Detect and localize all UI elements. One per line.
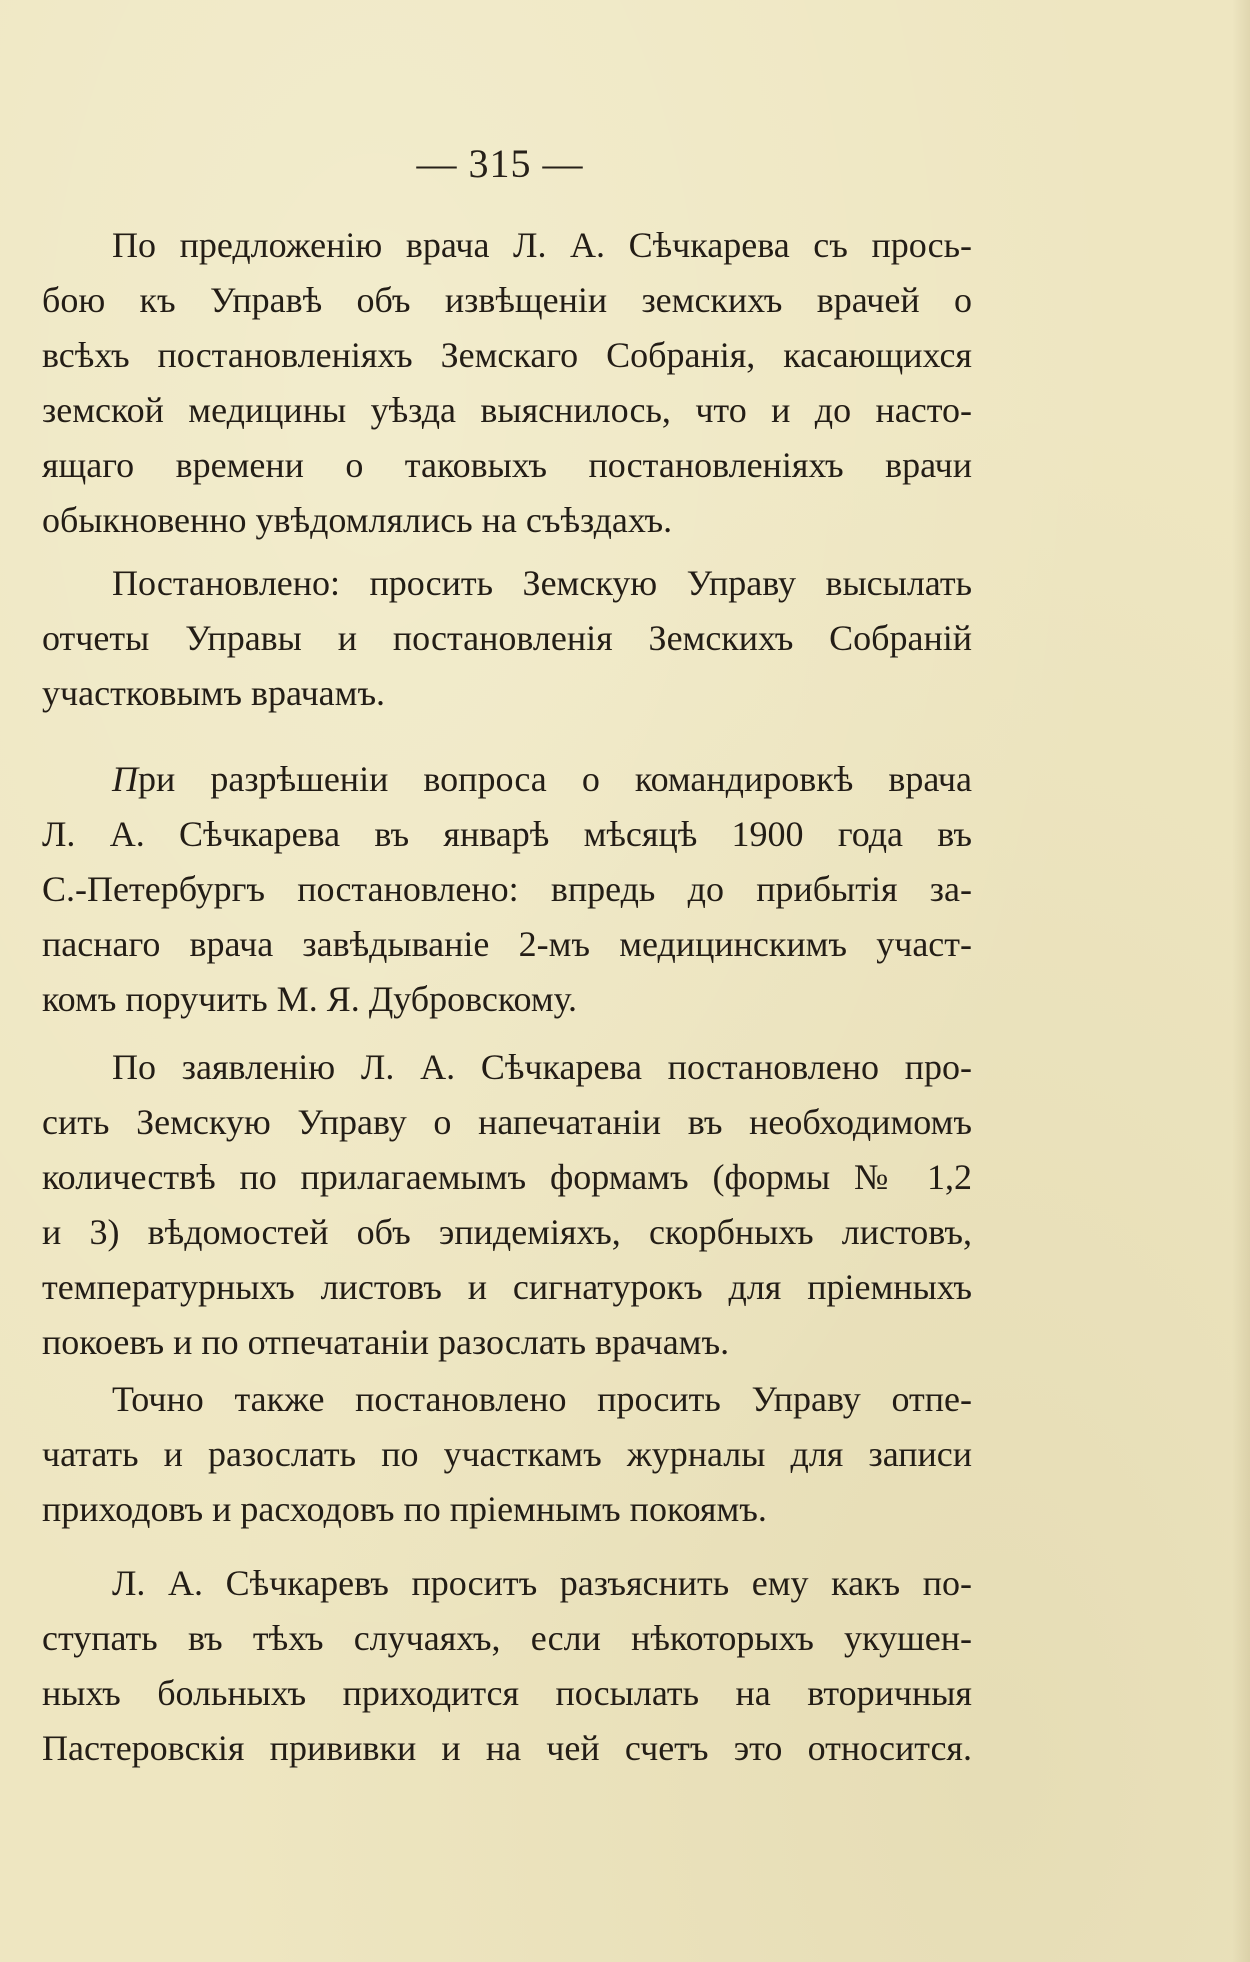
paragraph-line: Пастеровскія прививки и на чей счетъ это относится. xyxy=(42,1728,972,1768)
paragraph-line: По предложенію врача Л. А. Сѣчкарева съ прось- xyxy=(112,225,972,265)
paragraph-line: всѣхъ постановленіяхъ Земскаго Собранія, касающихся xyxy=(42,335,972,375)
paragraph-line: участковымъ врачамъ. xyxy=(42,673,386,713)
paragraph-line: покоевъ и по отпечатаніи разослать врачамъ. xyxy=(42,1322,730,1362)
paragraph-6 xyxy=(42,1556,972,1776)
paragraph-line: сить Земскую Управу о напечатаніи въ необходимомъ xyxy=(42,1102,972,1142)
paragraph-line: Постановлено: просить Земскую Управу высылать xyxy=(112,563,972,603)
paragraph-line: температурныхъ листовъ и сигнатурокъ для пріемныхъ xyxy=(42,1267,972,1307)
paragraph-line: Л. А. Сѣчкаревъ проситъ разъяснить ему какъ по- xyxy=(112,1563,972,1603)
paragraph-line: ныхъ больныхъ приходится посылать на вторичныя xyxy=(42,1673,972,1713)
paragraph-line: ящаго времени о таковыхъ постановленіяхъ врачи xyxy=(42,445,972,485)
paragraph-line: отчеты Управы и постановленія Земскихъ Собраній xyxy=(42,618,972,658)
paragraph-line: ступать въ тѣхъ случаяхъ, если нѣкоторыхъ укушен- xyxy=(42,1618,972,1658)
paragraph-line: и 3) вѣдомостей объ эпидеміяхъ, скорбныхъ листовъ, xyxy=(42,1212,972,1252)
paragraph-5 xyxy=(42,1372,972,1537)
drop-letter: П xyxy=(112,759,138,799)
paragraph-line: земской медицины уѣзда выяснилось, что и до насто- xyxy=(42,390,972,430)
paragraph-3 xyxy=(42,752,972,1027)
paragraph-line: паснаго врача завѣдываніе 2-мъ медицинскимъ участ- xyxy=(42,924,972,964)
paragraph-2 xyxy=(42,556,972,721)
paragraph-line: обыкновенно увѣдомлялись на съѣздахъ. xyxy=(42,500,673,540)
paragraph-1 xyxy=(42,218,972,548)
paragraph-line: Точно также постановлено просить Управу отпе- xyxy=(112,1379,972,1419)
page-number: — 315 — xyxy=(416,141,584,186)
paragraph-line xyxy=(42,752,972,807)
paragraph-line: бою къ Управѣ объ извѣщеніи земскихъ врачей о xyxy=(42,280,972,320)
paragraph-line: чатать и разослать по участкамъ журналы для записи xyxy=(42,1434,972,1474)
paragraph-4 xyxy=(42,1040,972,1370)
page-edge-shadow xyxy=(1232,0,1250,1962)
paragraph-line: приходовъ и расходовъ по пріемнымъ покоямъ. xyxy=(42,1489,767,1529)
paragraph-line-text: ри разрѣшеніи вопроса о командировкѣ врача xyxy=(138,759,972,799)
paragraph-line: По заявленію Л. А. Сѣчкарева постановлено про- xyxy=(112,1047,972,1087)
paragraph-line: С.-Петербургъ постановлено: впредь до прибытія за- xyxy=(42,869,972,909)
paragraph-line: комъ поручить М. Я. Дубровскому. xyxy=(42,979,578,1019)
paragraph-line: Л. А. Сѣчкарева въ январѣ мѣсяцѣ 1900 года въ xyxy=(42,814,972,854)
paragraph-line: количествѣ по прилагаемымъ формамъ (формы № 1,2 xyxy=(42,1157,972,1197)
